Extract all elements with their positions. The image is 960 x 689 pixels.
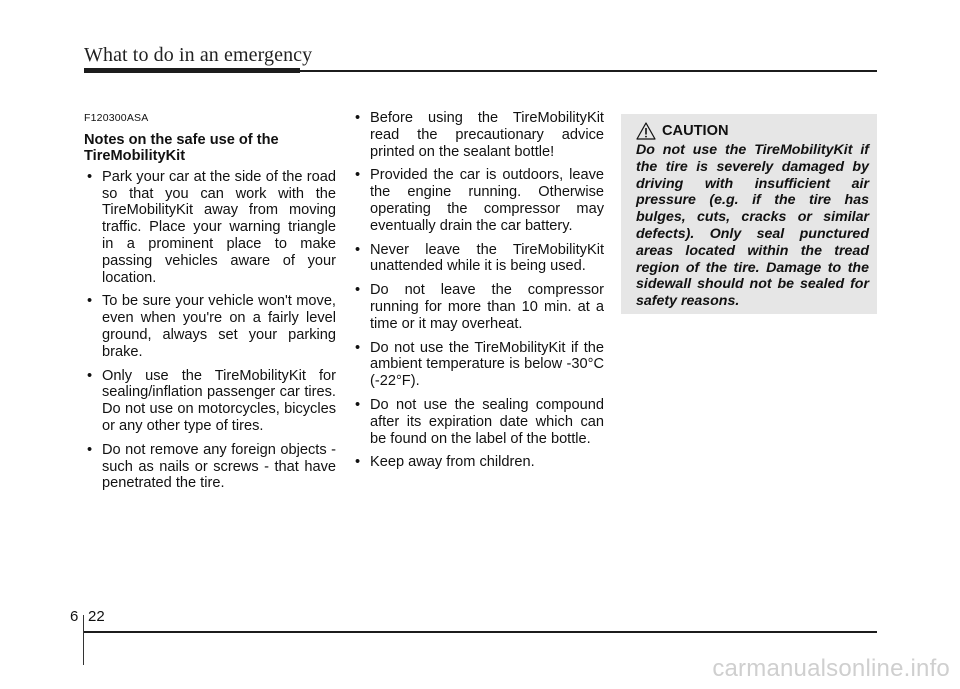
watermark: carmanualsonline.info	[712, 655, 950, 682]
bullet-item: • Park your car at the side of the road so that you can work with the TireMobilityKit away from moving traffic. Place your warning triangle in a prominent place to make passing vehicles aware of your location.	[84, 169, 336, 287]
warning-triangle-icon	[636, 122, 656, 140]
page-header-title: What to do in an emergency	[84, 44, 313, 66]
caution-body: Do not use the TireMobilityKit if the tire is severely damaged by driving with insufficient air pressure (e.g. if the tire has bulges, cuts, cracks or similar defects). Only seal punctured areas located within the tread region of the tire. Damage to the sidewall should not be sealed for safety reasons.	[636, 142, 869, 310]
header-rule-thick	[84, 68, 300, 73]
bullet-item: • Never leave the TireMobilityKit unattended while it is being used.	[352, 242, 604, 276]
bullet-item: • Provided the car is outdoors, leave the engine running. Otherwise operating the compressor may eventually drain the car battery.	[352, 167, 604, 234]
bullet-item: • Keep away from children.	[352, 454, 604, 471]
caution-box	[621, 114, 877, 314]
bullet-item: • Only use the TireMobilityKit for sealing/inflation passenger car tires. Do not use on motorcycles, bicycles or any other type of tires.	[84, 368, 336, 435]
bullet-item: • Do not use the sealing compound after its expiration date which can be found on the label of the bottle.	[352, 397, 604, 447]
left-column	[84, 110, 336, 499]
bullet-item: • Do not leave the compressor running for more than 10 min. at a time or it may overheat.	[352, 282, 604, 332]
section-heading: Notes on the safe use of the TireMobilityKit	[84, 131, 279, 165]
bullet-item: • Before using the TireMobilityKit read the precautionary advice printed on the sealant bottle!	[352, 110, 604, 160]
footer-divider	[83, 615, 84, 665]
bullet-item: • Do not use the TireMobilityKit if the ambient temperature is below -30°C (-22°F).	[352, 340, 604, 390]
caution-header	[636, 122, 869, 140]
chapter-number: 6	[70, 608, 79, 625]
bullet-item: • Do not remove any foreign objects - such as nails or screws - that have penetrated the tire.	[84, 442, 336, 492]
page-number: 22	[88, 608, 105, 625]
left-bullet-list	[84, 169, 336, 492]
middle-column	[352, 110, 604, 478]
caution-title: CAUTION	[662, 123, 729, 139]
section-code: F120300ASA	[84, 112, 149, 124]
bullet-item: • To be sure your vehicle won't move, even when you're on a fairly level ground, always set your parking brake.	[84, 293, 336, 360]
header-rule-thin	[300, 70, 877, 72]
footer-rule	[84, 631, 877, 633]
middle-bullet-list	[352, 110, 604, 471]
